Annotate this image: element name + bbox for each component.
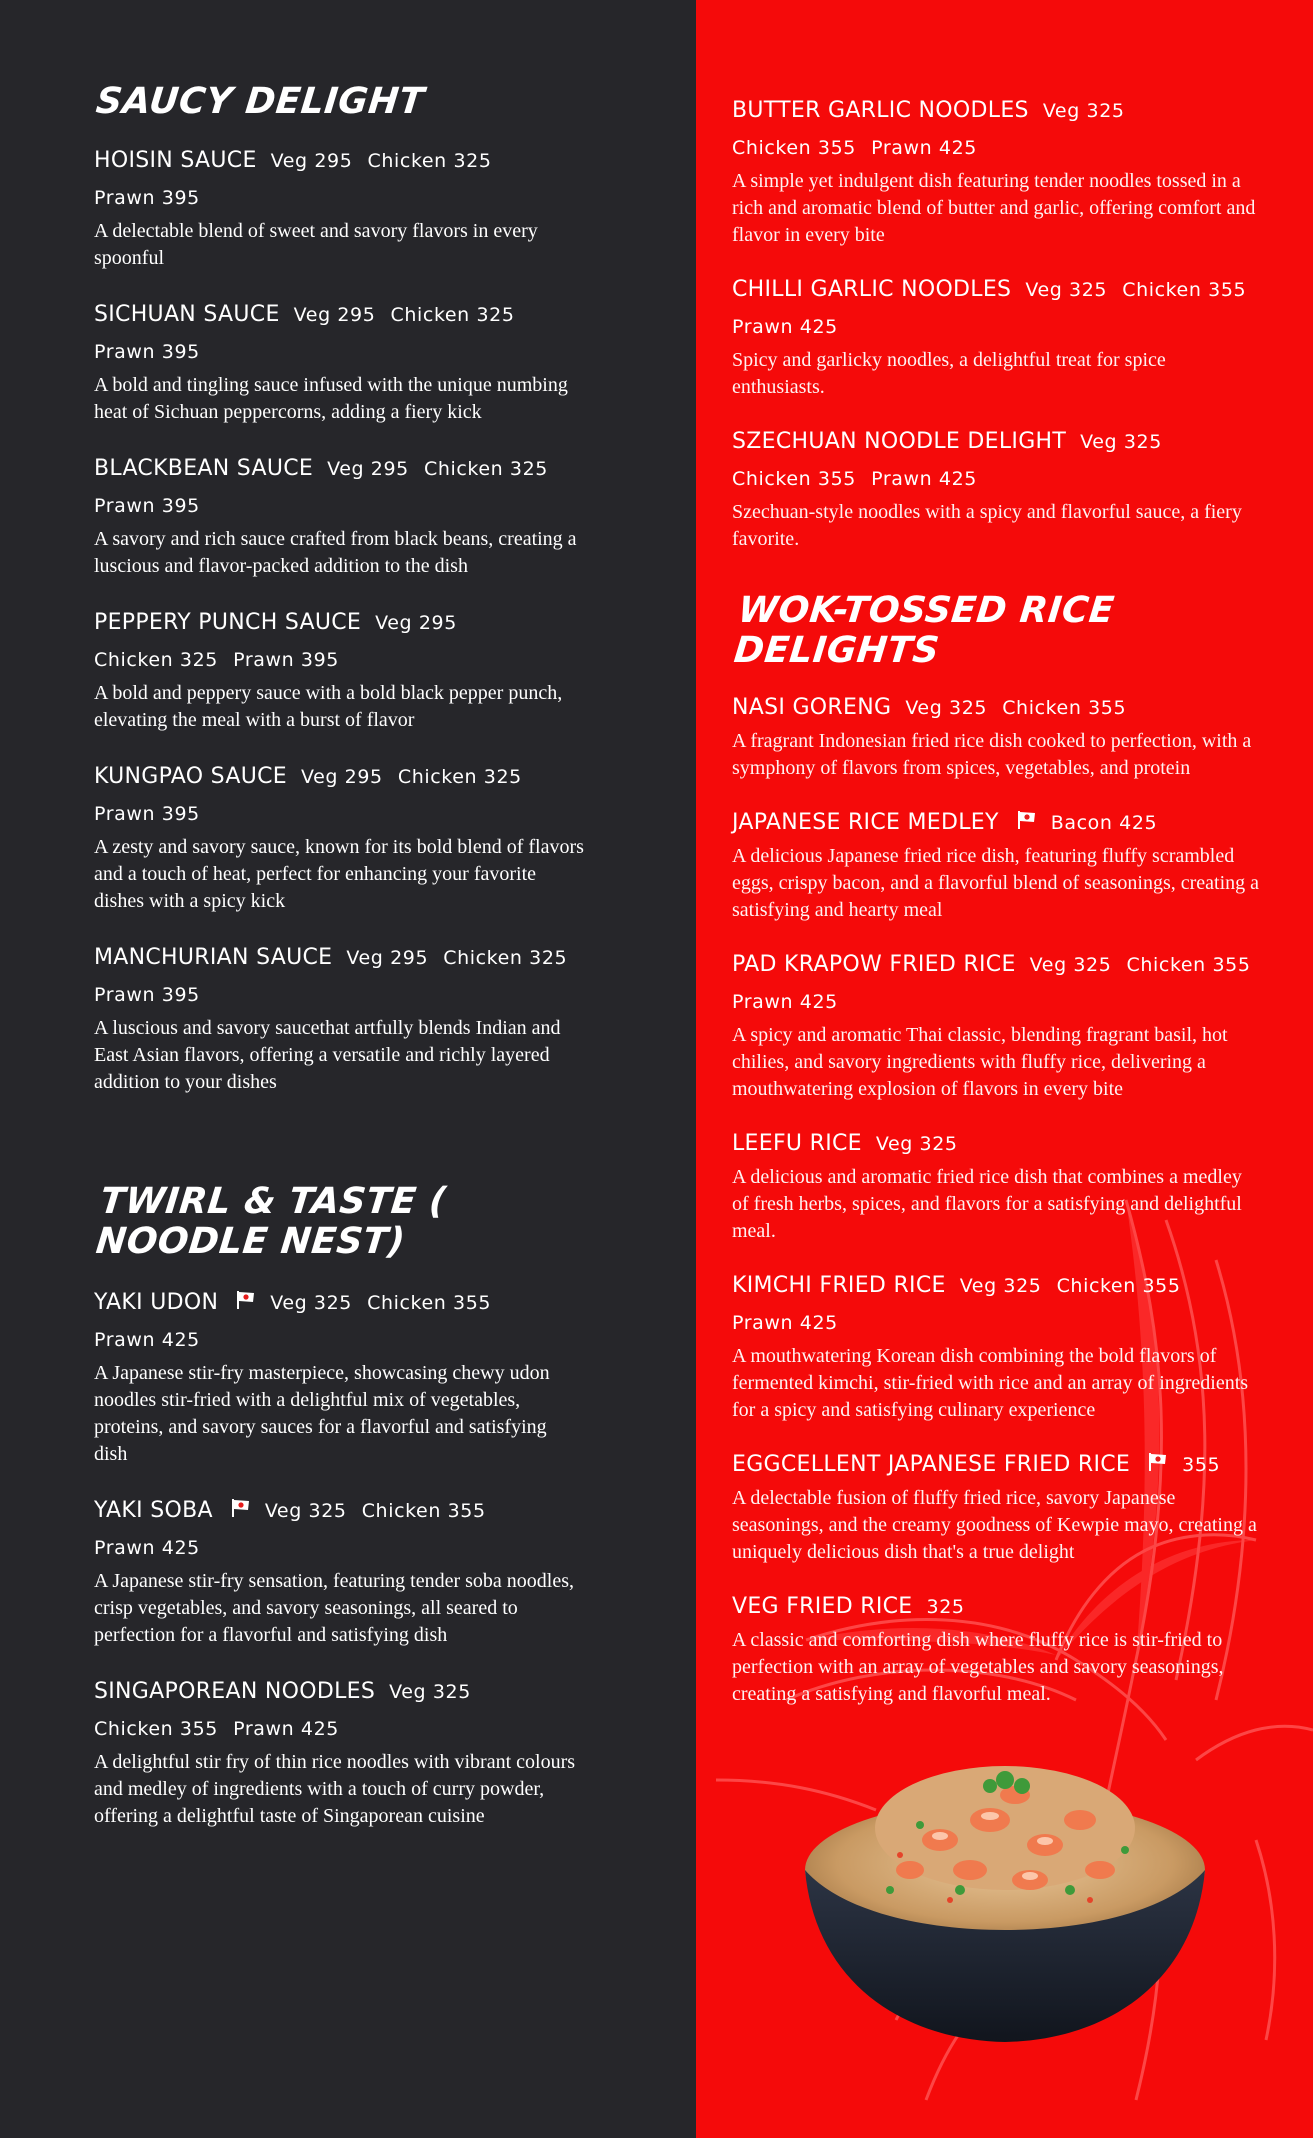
menu-item [732,804,1262,924]
wok-tossed-rice-list [732,689,1262,1708]
menu-item-price: Veg 295 [270,150,353,172]
menu-item-name: NASI GORENG [732,695,892,720]
menu-item-price: Chicken 355 [94,1718,218,1740]
menu-item-description: A zesty and savory sauce, known for its bold blend of flavors and a touch of heat, perfect for enhancing your favorite dishes with a spicy kick [94,836,584,912]
menu-item-name: SICHUAN SAUCE [94,302,280,327]
menu-item-description: A simple yet indulgent dish featuring tender noodles tossed in a rich and aromatic blend of butter and garlic, offering comfort and flavor in every bite [732,170,1256,246]
menu-item-header [732,92,1262,167]
menu-item-price: Chicken 325 [390,304,515,326]
menu-item [94,604,584,734]
menu-item-price: Prawn 425 [94,1537,200,1559]
menu-item-name: HOISIN SAUCE [94,148,257,173]
menu-item-header [94,296,584,371]
menu-item-price: Prawn 395 [94,187,200,209]
menu-item-price: Veg 295 [375,612,457,634]
menu-item-header [732,271,1262,346]
menu-item-name: KIMCHI FRIED RICE [732,1273,946,1298]
menu-item-price: Veg 325 [270,1292,352,1314]
menu-item [94,142,584,272]
menu-item-price: Veg 325 [1080,431,1162,453]
menu-item [94,1673,584,1830]
menu-item-name: YAKI UDON [94,1290,219,1315]
menu-item [732,423,1262,553]
menu-item-price: Chicken 355 [1056,1275,1181,1297]
menu-item-price: Chicken 355 [732,137,856,159]
menu-item [94,939,584,1096]
menu-item-price: Veg 295 [300,766,383,788]
fried-rice-bowl-image [790,1750,1220,2050]
menu-item-price: Prawn 425 [871,137,977,159]
section-title-saucy-delight: SAUCY DELIGHT [94,81,427,122]
menu-item-header [94,450,584,525]
menu-item-price: 325 [926,1596,965,1618]
menu-item-description: A Japanese stir-fry masterpiece, showcasing chewy udon noodles stir-fried with a delightful mix of vegetables, proteins, and savory sauces for a flavorful and satisfying dish [94,1362,550,1465]
menu-item-price: Veg 325 [264,1500,347,1522]
menu-item-description: A delicious and aromatic fried rice dish that combines a medley of fresh herbs, spices, and flavors for a satisfying and delightful meal. [732,1166,1242,1242]
menu-item-price: Prawn 425 [732,1312,838,1334]
menu-item-price: Chicken 355 [367,1292,492,1314]
menu-item [94,1492,584,1649]
menu-item-price: Prawn 395 [233,649,339,671]
menu-item-name: VEG FRIED RICE [732,1594,913,1619]
menu-item-price: Veg 325 [389,1681,471,1703]
menu-item-description: A delectable fusion of fluffy fried rice, savory Japanese seasonings, and the creamy goodness of Kewpie mayo, creating a uniquely delicious dish that's a true delight [732,1487,1257,1563]
menu-item-name: PAD KRAPOW FRIED RICE [732,952,1016,977]
menu-item-description: A Japanese stir-fry sensation, featuring tender soba noodles, crisp vegetables, and savory seasonings, all seared to perfection for a flavorful and satisfying dish [94,1570,575,1646]
menu-item [732,271,1262,401]
menu-item-price: Chicken 325 [94,649,218,671]
menu-item-description: A mouthwatering Korean dish combining the bold flavors of fermented kimchi, stir-fried with rice and an array of ingredients for a spicy and satisfying culinary experience [732,1345,1249,1421]
menu-item-price: Chicken 325 [443,947,568,969]
menu-item-price: Chicken 325 [367,150,492,172]
menu-item-name: SZECHUAN NOODLE DELIGHT [732,429,1067,454]
menu-item-header [732,1267,1262,1342]
menu-item-description: A savory and rich sauce crafted from black beans, creating a luscious and flavor-packed addition to the dish [94,528,577,577]
menu-item-price: Veg 295 [293,304,376,326]
japan-flag-icon [1017,806,1037,826]
menu-item-price: Veg 325 [905,697,988,719]
menu-item-price: Chicken 325 [423,458,548,480]
menu-item [732,689,1262,782]
menu-item-description: A delightful stir fry of thin rice noodles with vibrant colours and medley of ingredients with a touch of curry powder, offering a delightful taste of Singaporean cuisine [94,1751,576,1827]
japan-flag-icon [1148,1448,1168,1468]
menu-item-price: Chicken 355 [1002,697,1127,719]
menu-item-price: Chicken 325 [397,766,522,788]
menu-item-price: Prawn 425 [732,991,838,1013]
menu-item-price: Prawn 395 [94,803,200,825]
menu-item-price: Prawn 395 [94,984,200,1006]
left-column [94,82,584,1854]
menu-item-description: A bold and peppery sauce with a bold black pepper punch, elevating the meal with a burst of flavor [94,682,563,731]
menu-item-header [732,1588,1262,1626]
menu-item-price: Veg 295 [346,947,429,969]
menu-item-price: Veg 325 [1025,279,1108,301]
menu-item-price: Veg 295 [327,458,409,480]
menu-item-price: Chicken 355 [1122,279,1247,301]
menu-item-price: Prawn 425 [732,316,838,338]
menu-item-name: CHILLI GARLIC NOODLES [732,277,1012,302]
menu-item-header [732,423,1262,498]
section-title-noodle-nest: TWIRL & TASTE ( NOODLE NEST) [94,1181,449,1262]
menu-item [732,1125,1262,1245]
menu-item-header [732,1125,1262,1163]
menu-item-name: MANCHURIAN SAUCE [94,945,333,970]
menu-item-description: A luscious and savory saucethat artfully blends Indian and East Asian flavors, offering a versatile and richly layered addition to your dishes [94,1017,561,1093]
menu-item-description: A fragrant Indonesian fried rice dish cooked to perfection, with a symphony of flavors from spices, vegetables, and protein [732,730,1252,779]
japan-flag-icon [231,1494,251,1514]
menu-item [732,92,1262,249]
menu-item-description: A delectable blend of sweet and savory flavors in every spoonful [94,220,538,269]
menu-item-price: Chicken 355 [361,1500,486,1522]
menu-item-price: Veg 325 [875,1133,958,1155]
menu-item [94,296,584,426]
menu-item-price: Prawn 425 [94,1329,200,1351]
menu-item [94,450,584,580]
menu-item-header [94,1492,584,1567]
menu-item [732,1588,1262,1708]
menu-item [732,1446,1262,1566]
menu-item-name: SINGAPOREAN NOODLES [94,1679,376,1704]
saucy-delight-list [94,142,584,1096]
menu-item-header [94,604,584,679]
noodle-nest-list-continued [732,92,1262,553]
menu-item-price: Veg 325 [1042,100,1125,122]
section-title-wok-tossed-rice: WOK-TOSSED RICE DELIGHTS [732,590,1117,671]
menu-item [94,758,584,915]
menu-item-price: Prawn 395 [94,495,200,517]
menu-item-name: PEPPERY PUNCH SAUCE [94,610,362,635]
menu-item-name: BUTTER GARLIC NOODLES [732,98,1029,123]
menu-item-description: A spicy and aromatic Thai classic, blending fragrant basil, hot chilies, and savory ingredients with fluffy rice, delivering a mouthwatering explosion of flavors in every bite [732,1024,1228,1100]
menu-item-name: LEEFU RICE [732,1131,862,1156]
menu-item-description: A classic and comforting dish where fluffy rice is stir-fried to perfection with an array of vegetables and savory seasonings, creating a satisfying and flavorful meal. [732,1629,1224,1705]
menu-item-description: Spicy and garlicky noodles, a delightful treat for spice enthusiasts. [732,349,1166,398]
menu-item-price: Chicken 355 [732,468,856,490]
menu-item-name: BLACKBEAN SAUCE [94,456,314,481]
menu-item-description: A delicious Japanese fried rice dish, featuring fluffy scrambled eggs, crispy bacon, and a flavorful blend of seasonings, creating a satisfying and hearty meal [732,845,1260,921]
menu-item-price: 355 [1182,1454,1221,1476]
menu-item-price: Veg 325 [959,1275,1042,1297]
menu-item-header [732,804,1262,842]
menu-item-name: EGGCELLENT JAPANESE FRIED RICE [732,1452,1131,1477]
menu-item-price: Prawn 425 [871,468,977,490]
menu-item [732,946,1262,1103]
menu-item-price: Veg 325 [1029,954,1112,976]
menu-item-description: A bold and tingling sauce infused with the unique numbing heat of Sichuan peppercorns, adding a fiery kick [94,374,568,423]
menu-item-header [94,758,584,833]
menu-item-name: KUNGPAO SAUCE [94,764,287,789]
menu-item-header [732,689,1262,727]
menu-item-price: Chicken 355 [1126,954,1251,976]
menu-item-name: YAKI SOBA [94,1498,213,1523]
menu-item [732,1267,1262,1424]
menu-item-price: Prawn 395 [94,341,200,363]
menu-item-header [732,946,1262,1021]
menu-item-description: Szechuan-style noodles with a spicy and flavorful sauce, a fiery favorite. [732,501,1242,550]
menu-item-header [94,142,584,217]
menu-item-header [94,939,584,1014]
menu-item-name: JAPANESE RICE MEDLEY [732,810,999,835]
menu-item-header [94,1284,584,1359]
menu-item-header [732,1446,1262,1484]
menu-item [94,1284,584,1468]
japan-flag-icon [236,1286,256,1306]
right-column [732,92,1262,1730]
menu-item-price: Bacon 425 [1050,812,1158,834]
menu-item-header [94,1673,584,1748]
menu-item-price: Prawn 425 [233,1718,339,1740]
noodle-nest-list [94,1284,584,1830]
